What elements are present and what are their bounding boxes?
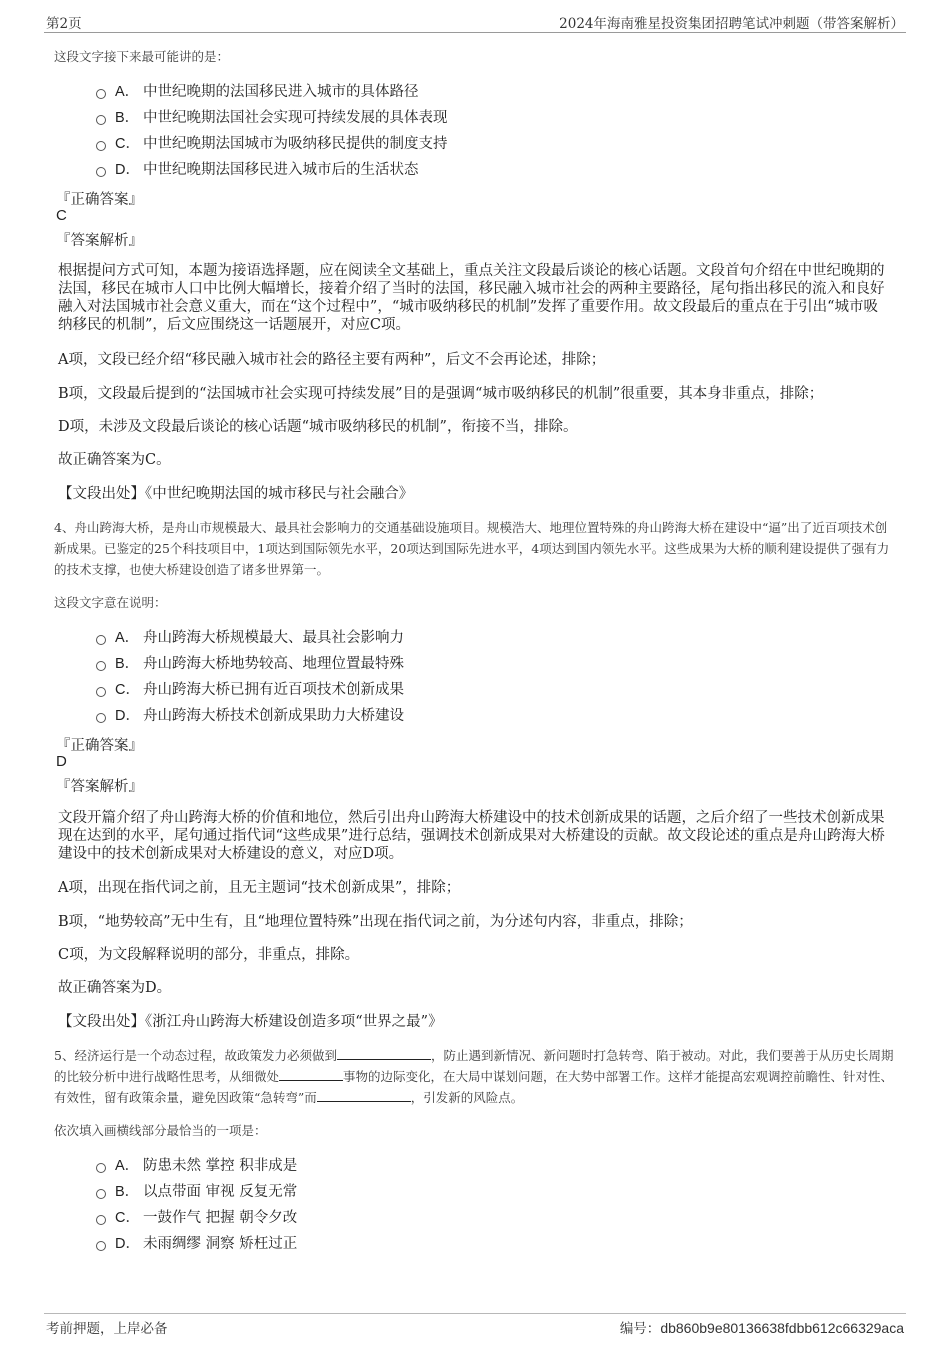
fill-blank-2[interactable]: [279, 1067, 343, 1081]
fill-blank-3[interactable]: [317, 1088, 411, 1102]
radio-icon[interactable]: [96, 1215, 106, 1225]
q4-analysis-b: B项，“地势较高”无中生有，且“地理位置特殊”出现在指代词之前，为分述句内容，非重点，排除；: [58, 914, 693, 930]
q3-answer: C: [56, 207, 67, 224]
radio-icon[interactable]: [96, 1163, 106, 1173]
q4-analysis-a: A项，出现在指代词之前，且无主题词“技术创新成果”，排除；: [58, 880, 461, 896]
q5-option-b[interactable]: B． 以点带面 审视 反复无常: [96, 1181, 297, 1203]
q5-option-d[interactable]: D． 未雨绸缪 洞察 矫枉过正: [96, 1233, 297, 1255]
footer-slogan: 考前押题，上岸必备: [46, 1321, 168, 1337]
q3-conclusion: 故正确答案为C。: [58, 452, 171, 468]
page-number: 第2页: [46, 16, 82, 32]
q4-answer-label: 『正确答案』: [56, 738, 143, 754]
q4-option-a[interactable]: A． 舟山跨海大桥规模最大、最具社会影响力: [96, 627, 404, 649]
q3-option-c[interactable]: C． 中世纪晚期法国城市为吸纳移民提供的制度支持: [96, 133, 448, 155]
document-code: 编号：db860b9e80136638fdbb612c66329aca: [619, 1320, 904, 1337]
q4-answer: D: [56, 753, 67, 770]
q4-option-d[interactable]: D． 舟山跨海大桥技术创新成果助力大桥建设: [96, 705, 404, 727]
q3-analysis-b: B项，文段最后提到的“法国城市社会实现可持续发展”目的是强调“城市吸纳移民的机制”很重要，其本身非重点，排除；: [58, 386, 824, 402]
radio-icon[interactable]: [96, 661, 106, 671]
page-header: [44, 12, 906, 33]
q4-analysis-c: C项，为文段解释说明的部分，非重点，排除。: [58, 947, 360, 963]
q3-option-d[interactable]: D． 中世纪晚期法国移民进入城市后的生活状态: [96, 159, 419, 181]
page-footer: [44, 1313, 906, 1336]
q3-analysis-main: 根据提问方式可知，本题为接语选择题，应在阅读全文基础上，重点关注文段最后谈论的核心话题。文段首句介绍在中世纪晚期的法国，移民在城市人口中比例大幅增长，接着介绍了当时的法国，移民融入城市社会的两种主要路径，尾句指出移民的流入和良好融入对法国城市社会意义重大，而在“这个过程中”，“城市吸纳移民的机制”发挥了重要作用。故文段最后的重点在于引出“城市吸纳移民的机制”，后文应围绕这一话题展开，对应C项。: [58, 263, 885, 333]
radio-icon[interactable]: [96, 635, 106, 645]
q4-option-c[interactable]: C． 舟山跨海大桥已拥有近百项技术创新成果: [96, 679, 404, 701]
q5-prompt: 依次填入画横线部分最恰当的一项是：: [54, 1123, 267, 1138]
q3-prompt: 这段文字接下来最可能讲的是：: [54, 49, 230, 64]
q3-analysis-label: 『答案解析』: [56, 233, 143, 249]
radio-icon[interactable]: [96, 687, 106, 697]
q4-analysis-main: 文段开篇介绍了舟山跨海大桥的价值和地位，然后引出舟山跨海大桥建设中的技术创新成果的话题，之后介绍了一些技术创新成果现在达到的水平，尾句通过指代词“这些成果”进行总结，强调技术创新成果对大桥建设的贡献。故文段论述的重点是舟山跨海大桥建设中的技术创新成果对大桥建设的意义，对应D项。: [58, 810, 885, 862]
q4-conclusion: 故正确答案为D。: [58, 980, 172, 996]
q3-option-a[interactable]: A． 中世纪晚期的法国移民进入城市的具体路径: [96, 81, 419, 103]
q4-analysis-label: 『答案解析』: [56, 779, 143, 795]
radio-icon[interactable]: [96, 115, 106, 125]
radio-icon[interactable]: [96, 89, 106, 99]
q3-answer-label: 『正确答案』: [56, 192, 143, 208]
q4-option-b[interactable]: B． 舟山跨海大桥地势较高、地理位置最特殊: [96, 653, 404, 675]
q3-analysis-d: D项，未涉及文段最后谈论的核心话题“城市吸纳移民的机制”，衔接不当，排除。: [58, 419, 578, 435]
q4-prompt: 这段文字意在说明：: [54, 595, 167, 610]
radio-icon[interactable]: [96, 167, 106, 177]
q4-stem: 4、舟山跨海大桥，是舟山市规模最大、最具社会影响力的交通基础设施项目。规模浩大、地理位置特殊的舟山跨海大桥在建设中“逼”出了近百项技术创新成果。已鉴定的25个科技项目中，1项达到国际领先水平，20项达到国际先进水平，4项达到国内领先水平。这些成果为大桥的顺利建设提供了强有力的技术支撑，也使大桥建设创造了诸多世界第一。: [54, 520, 890, 577]
fill-blank-1[interactable]: [337, 1046, 431, 1060]
q5-option-c[interactable]: C． 一鼓作气 把握 朝令夕改: [96, 1207, 297, 1229]
q4-source: 【文段出处】《浙江舟山跨海大桥建设创造多项“世界之最”》: [58, 1014, 443, 1030]
radio-icon[interactable]: [96, 1241, 106, 1251]
radio-icon[interactable]: [96, 713, 106, 723]
q5-stem: 5、经济运行是一个动态过程，故政策发力必须做到 ，防止遇到新情况、新问题时打急转弯、陷于被动。对此，我们要善于从历史长周期的比较分析中进行战略性思考，从细微处 事物的边际变化，在大局中谋划问题，在大势中部署工作。这样才能提高宏观调控前瞻性、针对性、有效性，留有政策余量，避免因政策“急转弯”而 ，引发新的风险点。: [54, 1048, 894, 1105]
document-title: 2024年海南雅星投资集团招聘笔试冲刺题（带答案解析）: [559, 16, 904, 32]
radio-icon[interactable]: [96, 1189, 106, 1199]
q3-option-b[interactable]: B． 中世纪晚期法国社会实现可持续发展的具体表现: [96, 107, 448, 129]
q3-source: 【文段出处】《中世纪晚期法国的城市移民与社会融合》: [58, 486, 414, 502]
q5-option-a[interactable]: A． 防患未然 掌控 积非成是: [96, 1155, 297, 1177]
radio-icon[interactable]: [96, 141, 106, 151]
q3-analysis-a: A项，文段已经介绍“移民融入城市社会的路径主要有两种”，后文不会再论述，排除；: [58, 352, 606, 368]
